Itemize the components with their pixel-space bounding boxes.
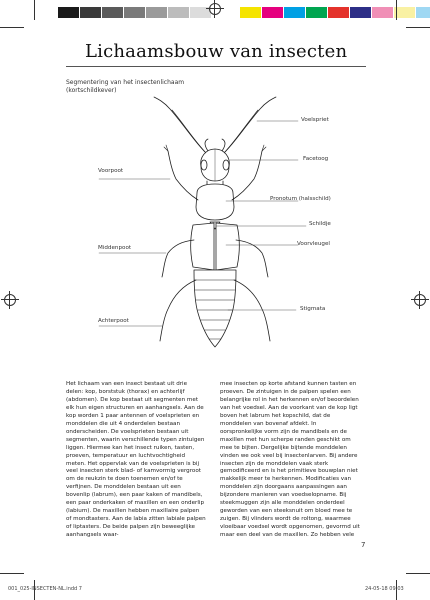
title-underline [66,66,366,67]
label-voelspriet: Voelspriet [301,117,329,123]
color-swatch [80,7,102,18]
label-achterpoot: Achterpoot [98,318,129,324]
crop-mark [0,27,24,28]
color-swatch [416,7,430,18]
label-pronotum: Pronotum (halsschild) [270,196,331,202]
color-swatch [262,7,284,18]
registration-mark-top [209,3,221,15]
color-swatch [394,7,416,18]
crop-mark [34,0,35,20]
body-text-column-2 [220,381,360,540]
color-swatch [284,7,306,18]
color-swatch [372,7,394,18]
color-swatch [124,7,146,18]
color-swatch [350,7,372,18]
color-swatch [168,7,190,18]
registration-mark-right [414,294,426,306]
crop-mark [406,27,430,28]
slug-filename: 001_025-INSECTEN-NL.indd 7 [8,586,82,592]
cmyk-color-bar [240,7,430,18]
registration-mark-left [4,294,16,306]
body-text-column-1 [66,381,206,540]
crop-mark [406,573,430,574]
label-facetoog: Facetoog [303,156,329,162]
crop-mark [0,573,24,574]
label-voorvleugel: Voorvleugel [297,241,330,247]
crop-mark [396,0,397,20]
color-swatch [102,7,124,18]
beetle-illustration [66,95,366,375]
color-swatch [240,7,262,18]
label-schildje: Schildje [309,221,331,227]
page-title: Lichaamsbouw van insecten [85,41,348,62]
color-swatch [58,7,80,18]
color-swatch [146,7,168,18]
grayscale-color-bar [58,7,212,18]
body-paragraph: mee insecten op korte afstand kunnen tasten en proeven. De zintuigen in de palpen spelen een belangrijke rol in het herkennen en/of beoordelen van het voedsel. Aan de voorkant van de kop ligt boven het labrum het kopschild, dat de monddelen van bovenaf afdekt. In oorspronkelijke vorm zijn de mandibels en de maxillen met hun scherpe randen geschikt om mee te bijten. Dergelijke bijtende monddelen vinden we ook veel bij insectenlarven. Bij andere insecten zijn de monddelen vaak sterk gemodificeerd en is het primitieve bouwplan niet makkelijk meer te herkennen. Modificaties van monddelen zijn doorgaans aanpassingen aan bijzondere manieren van voedselopname. Bij steekmuggen zijn alle monddelen onderdeel geworden van een steeksnuit om bloed mee te zuigen. Bij vlinders wordt de roltong, waarmee vloeibaar voedsel wordt opgenomen, gevormd uit maar een deel van de maxillen. Zo hebben vele [220,381,360,539]
label-middenpoot: Middenpoot [98,245,132,251]
figure-caption-line1: Segmentering van het insectenlichaam [66,79,185,86]
label-stigmata: Stigmata [300,306,326,312]
label-voorpoot: Voorpoot [98,168,124,174]
figure-caption [66,79,184,95]
color-swatch [306,7,328,18]
slug-timestamp: 24-05-18 09:03 [365,586,404,592]
page-number: 7 [361,541,366,549]
color-swatch [328,7,350,18]
figure-caption-line2: (kortschildkever) [66,87,117,94]
body-paragraph: Het lichaam van een insect bestaat uit drie delen: kop, borststuk (thorax) en achterlijf (abdomen). De kop bestaat uit segmenten met elk hun eigen structuren en aanhangsels. Aan de kop worden 1 paar antennen of voelsprieten en monddelen die uit 4 onderdelen bestaan onderscheiden. De voelsprieten bestaan uit segmenten, waarin verschillende typen zintuigen liggen. Hiermee kan het insect ruiken, tasten, proeven, temperatuur en luchtvochtigheid meten. Het oppervlak van de voelsprieten is bij veel insecten sterk blad- of kamvormig vergroot om de reukzin te doen toenemen en/of te verfijnen. De monddelen bestaan uit een bovenlip (labrum), een paar kaken of mandibels, een paar onderkaken of maxillen en een onderlip (labium). De maxillen hebben maxillaire palpen of mondtasters. Aan de labia zitten labiale palpen of liptasters. De beide palpen zijn beweeglijke aanhangsels waar- [66,381,206,539]
